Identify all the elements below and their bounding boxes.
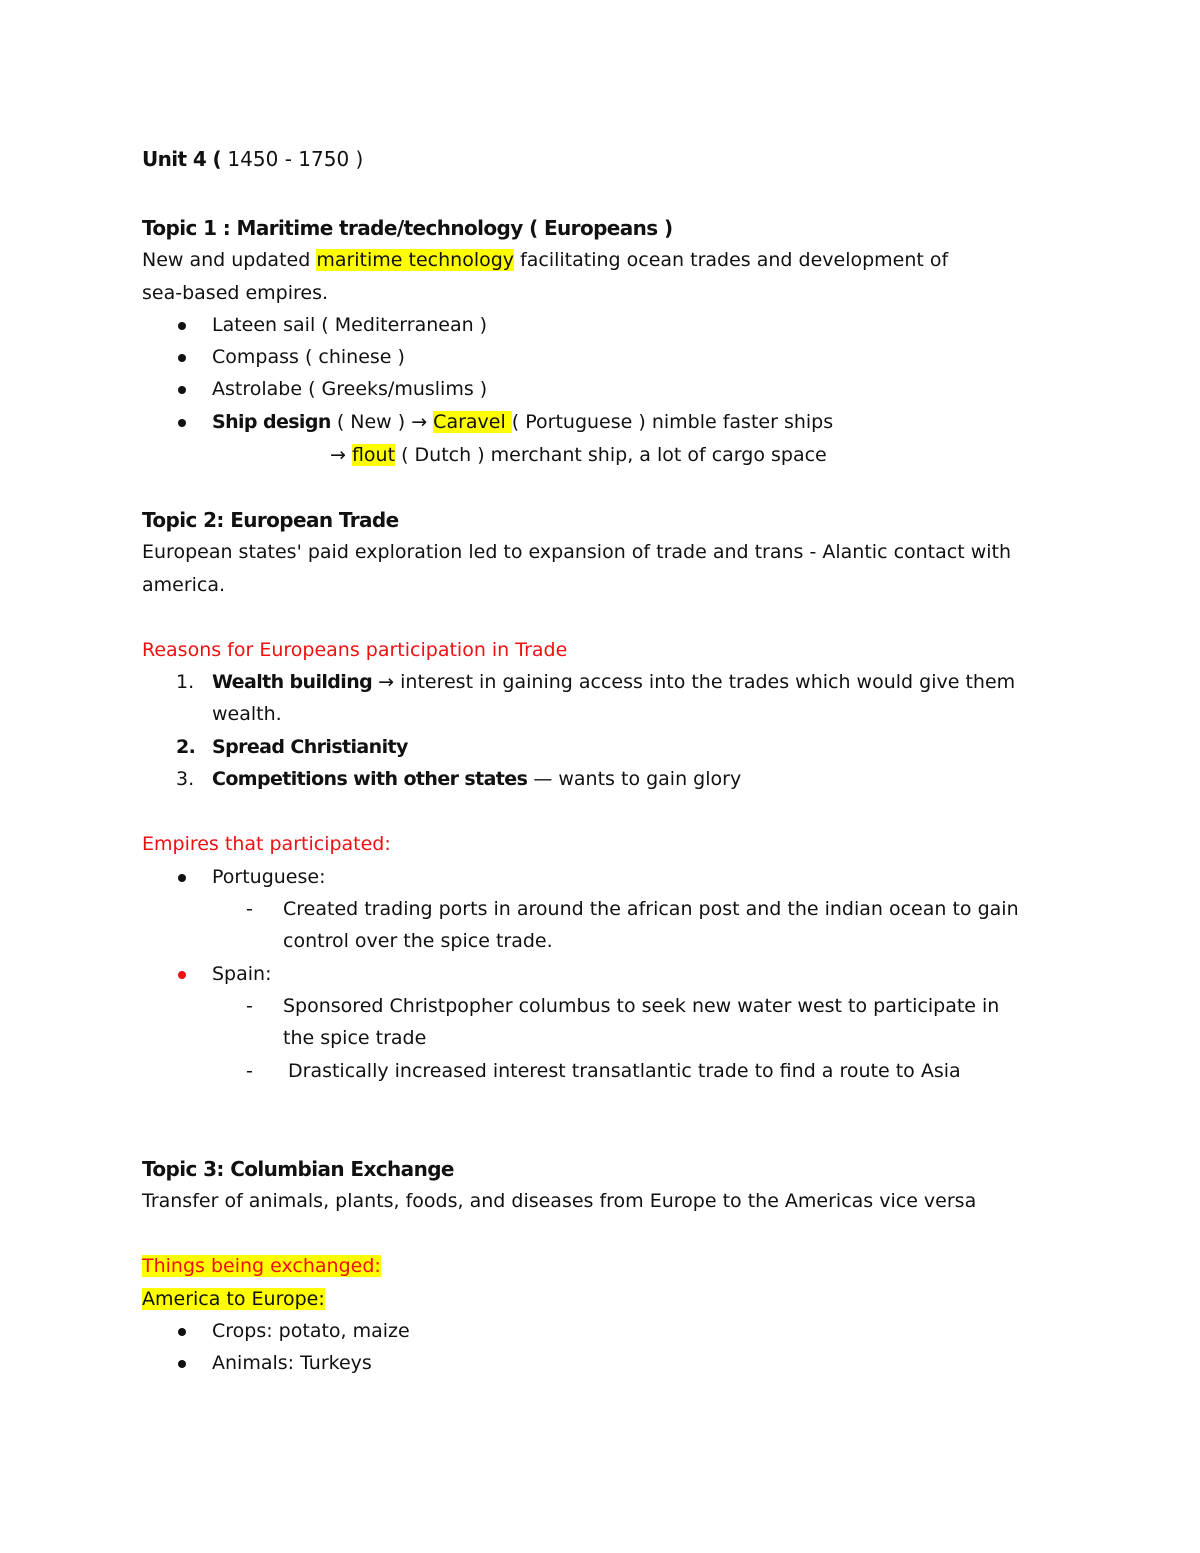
reason-item bbox=[212, 667, 1015, 697]
list-item: Astrolabe ( Greeks/muslims ) bbox=[212, 378, 488, 400]
list-item: Compass ( chinese ) bbox=[212, 346, 405, 368]
empire-detail: Sponsored Christpopher columbus to seek new water west to participate in bbox=[283, 995, 1000, 1017]
bullet-icon bbox=[178, 419, 186, 427]
reason-item bbox=[212, 732, 408, 762]
bullet-icon bbox=[178, 354, 186, 362]
exchanged-heading bbox=[142, 1251, 381, 1281]
list-item: Animals: Turkeys bbox=[212, 1352, 372, 1374]
ship-design-flout bbox=[330, 440, 827, 470]
list-item-ship-design bbox=[212, 407, 833, 437]
empire-item: Spain: bbox=[212, 963, 272, 985]
reason-text: → interest in gaining access into the trades which would give them bbox=[372, 671, 1016, 693]
intro-text: facilitating ocean trades and development of bbox=[514, 249, 949, 271]
bullet-icon bbox=[178, 386, 186, 394]
dash-icon: - bbox=[246, 898, 253, 920]
bullet-icon bbox=[178, 1328, 186, 1336]
list-item: Crops: potato, maize bbox=[212, 1320, 410, 1342]
ship-design-text: ( Dutch ) merchant ship, a lot of cargo space bbox=[395, 444, 827, 466]
bullet-icon bbox=[178, 1360, 186, 1368]
reason-item bbox=[212, 764, 741, 794]
unit-title-years: 1450 - 1750 ) bbox=[221, 147, 364, 171]
arrow-icon: → bbox=[330, 444, 352, 466]
list-number: 3. bbox=[176, 768, 195, 790]
empire-item: Portuguese: bbox=[212, 866, 326, 888]
topic-3-intro: Transfer of animals, plants, foods, and diseases from Europe to the Americas vice versa bbox=[142, 1190, 977, 1212]
ship-design-text: ( New ) → bbox=[330, 411, 434, 433]
unit-title bbox=[142, 144, 363, 174]
ship-design-text: ( Portuguese ) nimble faster ships bbox=[511, 411, 834, 433]
empire-detail-continued: the spice trade bbox=[283, 1027, 427, 1049]
america-to-europe-heading bbox=[142, 1284, 325, 1314]
reason-text: — wants to gain glory bbox=[527, 768, 742, 790]
bullet-icon bbox=[178, 322, 186, 330]
highlight-flout: flout bbox=[351, 444, 396, 466]
reason-label: Competitions with other states bbox=[212, 768, 528, 790]
highlight-things-exchanged: Things being exchanged: bbox=[142, 1255, 381, 1277]
topic-2-intro-line-1: European states' paid exploration led to expansion of trade and trans - Alantic contact with bbox=[142, 541, 1012, 563]
topic-2-intro-line-2: america. bbox=[142, 574, 226, 596]
bullet-icon bbox=[178, 971, 186, 979]
topic-3-heading: Topic 3: Columbian Exchange bbox=[142, 1157, 454, 1181]
topic-1-intro-line-2: sea-based empires. bbox=[142, 282, 329, 304]
highlight-america-to-europe: America to Europe: bbox=[142, 1288, 325, 1310]
highlight-maritime-technology: maritime technology bbox=[316, 249, 515, 271]
dash-icon: - bbox=[246, 1060, 253, 1082]
list-number: 1. bbox=[176, 671, 195, 693]
empire-detail: Drastically increased interest transatlantic trade to find a route to Asia bbox=[288, 1060, 961, 1082]
topic-1-heading: Topic 1 : Maritime trade/technology ( Europeans ) bbox=[142, 216, 673, 240]
empire-detail: Created trading ports in around the african post and the indian ocean to gain bbox=[283, 898, 1019, 920]
list-item: Lateen sail ( Mediterranean ) bbox=[212, 314, 488, 336]
intro-text: New and updated bbox=[142, 249, 317, 271]
empire-detail-continued: control over the spice trade. bbox=[283, 930, 553, 952]
dash-icon: - bbox=[246, 995, 253, 1017]
empires-heading: Empires that participated: bbox=[142, 833, 391, 855]
topic-1-intro-line-1 bbox=[142, 245, 948, 275]
reasons-heading: Reasons for Europeans participation in Trade bbox=[142, 639, 568, 661]
highlight-caravel: Caravel bbox=[433, 411, 512, 433]
reason-label: Spread Christianity bbox=[212, 736, 408, 758]
reason-label: Wealth building bbox=[212, 671, 373, 693]
topic-2-heading: Topic 2: European Trade bbox=[142, 508, 399, 532]
list-number: 2. bbox=[176, 736, 196, 758]
unit-title-bold: Unit 4 ( bbox=[142, 147, 222, 171]
reason-item-continued: wealth. bbox=[212, 703, 282, 725]
ship-design-label: Ship design bbox=[212, 411, 331, 433]
bullet-icon bbox=[178, 874, 186, 882]
